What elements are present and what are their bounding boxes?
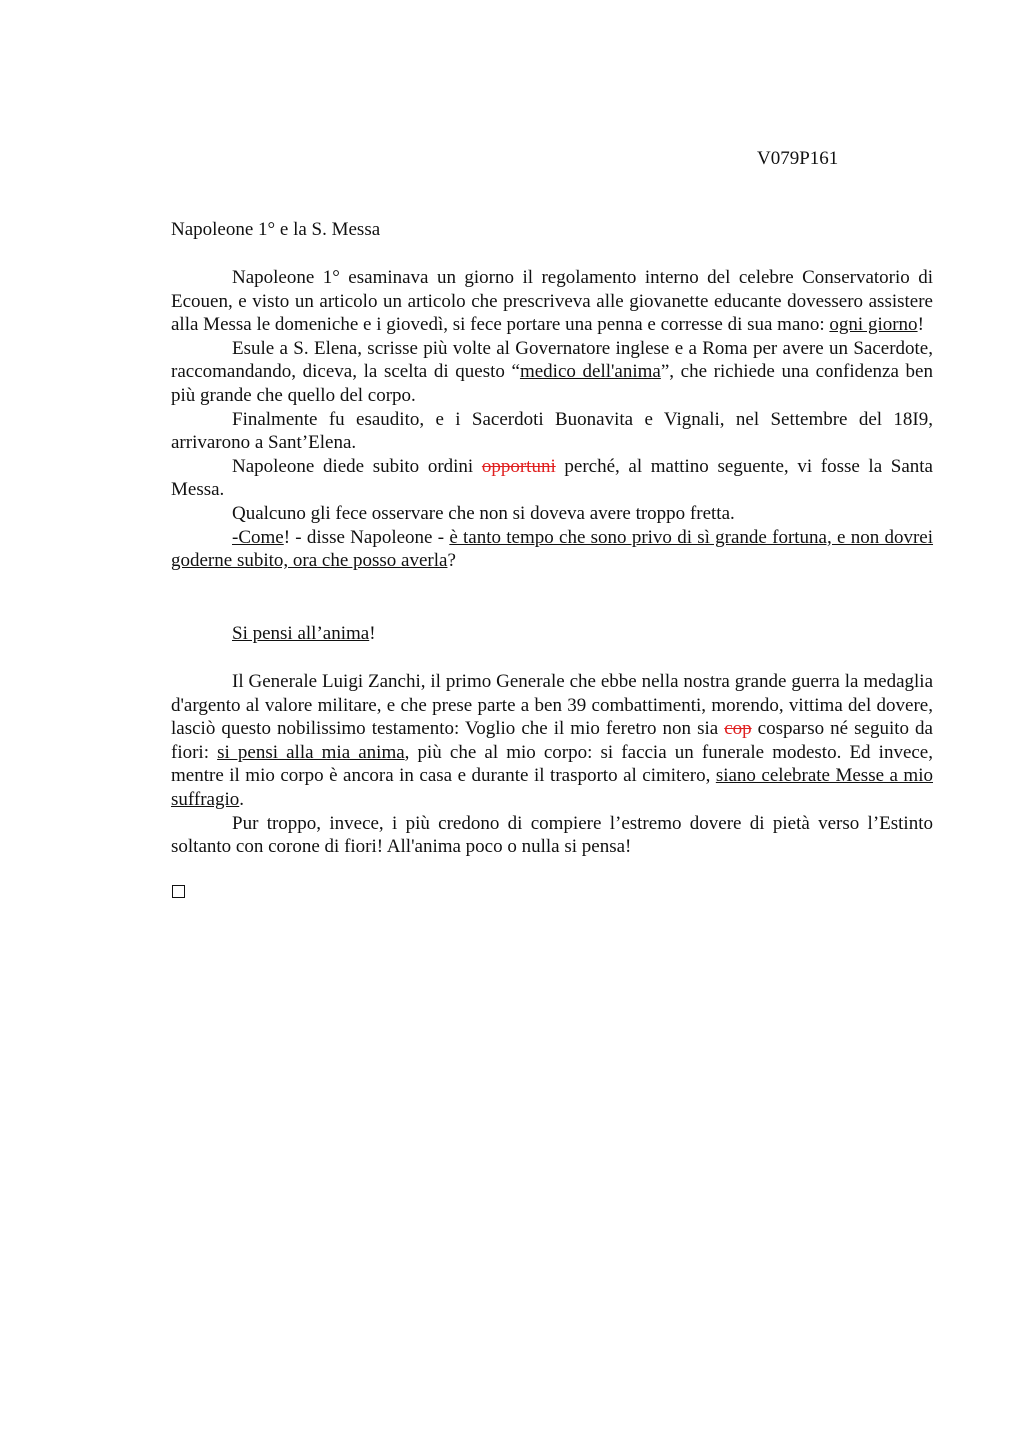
- paragraph-text: Napoleone diede subito ordini: [232, 455, 482, 477]
- paragraph-text: Il Generale Luigi Zanchi, il primo Generale che ebbe nella nostra grande guerra la medaglia d'argento al valore militare, e che prese parte a ben 39 combattimenti, morendo, vittima del dovere, lasciò questo nobilissimo testamento: Voglio che il mio feretro non sia: [171, 671, 933, 740]
- paragraph-text: .: [239, 788, 244, 810]
- page-identifier: V079P161: [757, 148, 839, 169]
- section-zanchi: [171, 670, 933, 859]
- paragraph: [171, 455, 933, 502]
- paragraph-text: !: [917, 314, 924, 336]
- paragraph: [171, 266, 933, 337]
- paragraph-text: ?: [447, 550, 456, 572]
- deleted-text: opportuni: [481, 455, 556, 477]
- paragraph-text: ! - disse Napoleone -: [283, 526, 450, 548]
- paragraph-text: cosparso né seguito da fiori:: [171, 718, 933, 763]
- underlined-text: -Come: [232, 526, 284, 548]
- section-napoleone: [171, 266, 933, 573]
- underlined-text: medico dell'anima: [519, 361, 661, 383]
- paragraph: [171, 337, 933, 408]
- underlined-text: Si pensi all’anima: [232, 623, 370, 644]
- paragraph: [171, 670, 933, 812]
- underlined-text: siano celebrate Messe a mio suffragio: [171, 765, 933, 810]
- section-heading: [171, 622, 933, 646]
- empty-checkbox-icon: [172, 885, 185, 898]
- paragraph: Finalmente fu esaudito, e i Sacerdoti Buonavita e Vignali, nel Settembre del 18I9, arrivarono a Sant’Elena.: [171, 408, 933, 454]
- paragraph-text: , più che al mio corpo: si faccia un funerale modesto. Ed invece, mentre il mio corpo è ancora in casa e durante il trasporto al cimitero,: [171, 741, 933, 787]
- underlined-text: ogni giorno: [829, 314, 918, 336]
- deleted-text: cop: [724, 718, 752, 740]
- paragraph: Pur troppo, invece, i più credono di compiere l’estremo dovere di pietà verso l’Estinto soltanto con corone di fiori! All'anima poco o nulla si pensa!: [171, 812, 933, 858]
- document-title: Napoleone 1° e la S. Messa: [171, 219, 381, 240]
- paragraph-text: Esule a S. Elena, scrisse più volte al Governatore inglese e a Roma per avere un Sacerdote, raccomandando, diceva, la scelta di questo “: [171, 337, 933, 383]
- section-heading-text: [171, 622, 933, 646]
- paragraph: Qualcuno gli fece osservare che non si doveva avere troppo fretta.: [232, 502, 735, 524]
- underlined-text: è tanto tempo che sono privo di sì grande fortuna, e non dovrei goderne subito, ora che posso averla: [171, 526, 934, 572]
- underlined-text: si pensi alla mia anima: [217, 741, 405, 763]
- paragraph-text: !: [369, 623, 376, 644]
- paragraph-text: ”, che richiede una confidenza ben più grande che quello del corpo.: [171, 361, 933, 406]
- paragraph: [171, 526, 933, 573]
- paragraph-text: perché, al mattino seguente, vi fosse la Santa Messa.: [171, 455, 933, 501]
- paragraph-text: Napoleone 1° esaminava un giorno il regolamento interno del celebre Conservatorio di Ecouen, e visto un articolo un articolo che prescriveva alle giovanette educante dovessero assistere alla Messa le domeniche e i giovedì, si fece portare una penna e corresse di sua mano:: [171, 267, 933, 336]
